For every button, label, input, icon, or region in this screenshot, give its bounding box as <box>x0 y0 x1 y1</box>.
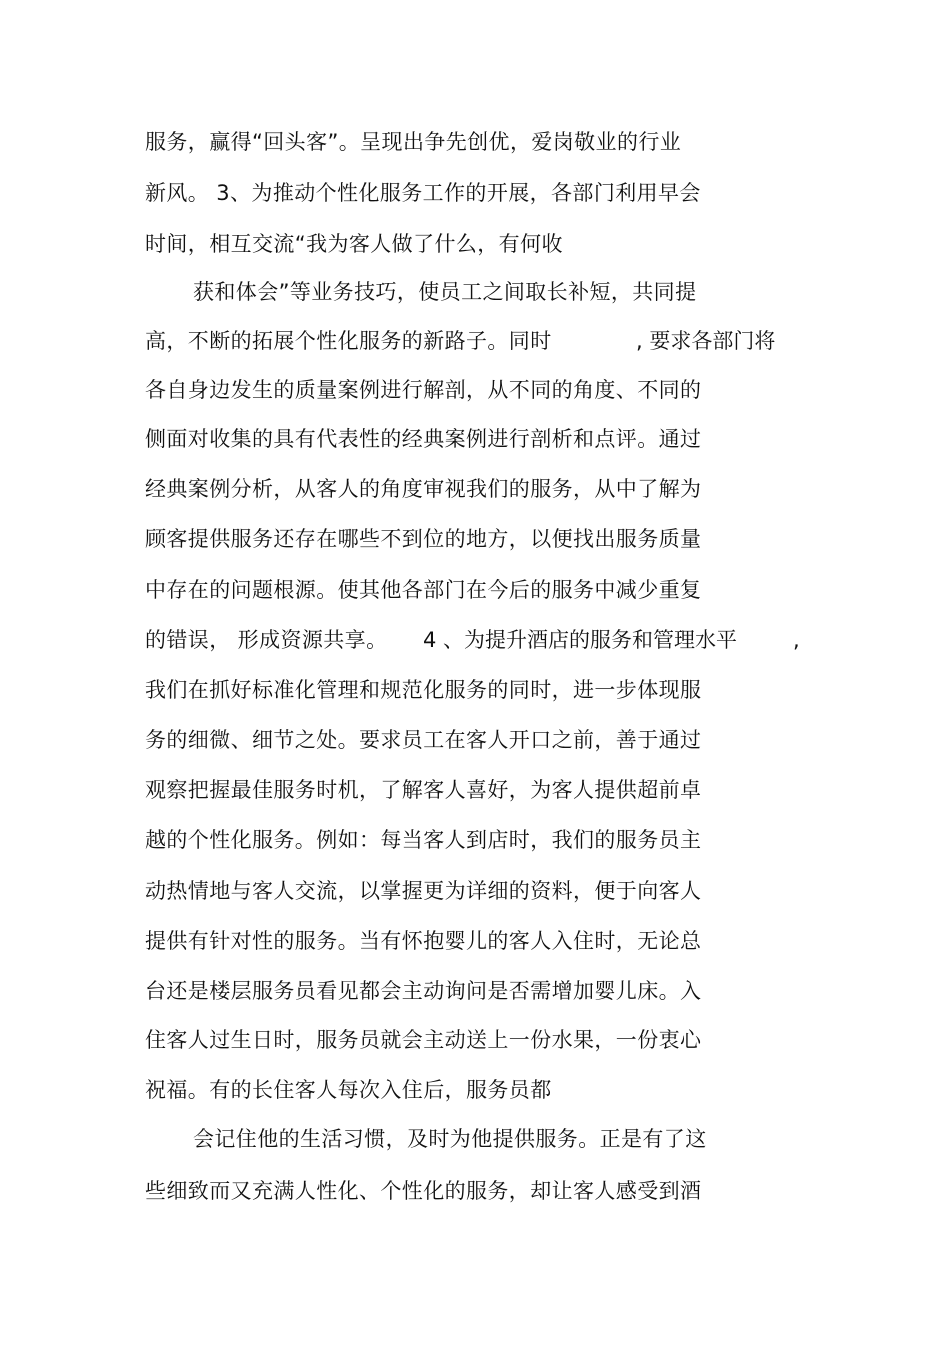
text-line-14: 观察把握最佳服务时机，了解客人喜好，为客人提供超前卓 <box>145 778 702 802</box>
text-line-20: 祝福。有的长住客人每次入住后，服务员都 <box>145 1078 552 1102</box>
text-line-11-mid: 4 、为提升酒店的服务和管理水平 <box>423 628 738 652</box>
text-line-22: 些细致而又充满人性化、个性化的服务，却让客人感受到酒 <box>145 1179 702 1203</box>
text-line-17: 提供有针对性的服务。当有怀抱婴儿的客人入住时，无论总 <box>145 929 702 953</box>
text-line-15: 越的个性化服务。例如：每当客人到店时，我们的服务员主 <box>145 828 702 852</box>
text-line-6: 各自身边发生的质量案例进行解剖，从不同的角度、不同的 <box>145 378 702 402</box>
text-line-3: 时间，相互交流“我为客人做了什么，有何收 <box>145 232 563 256</box>
text-line-10: 中存在的问题根源。使其他各部门在今后的服务中减少重复 <box>145 578 702 602</box>
text-line-8: 经典案例分析，从客人的角度审视我们的服务，从中了解为 <box>145 477 702 501</box>
text-line-1: 服务，赢得“回头客”。呈现出争先创优，爱岗敬业的行业 <box>145 130 682 154</box>
text-line-5-tail: , 要求各部门将 <box>636 329 776 353</box>
text-line-11-tail: , <box>793 628 800 652</box>
text-line-2: 新风。 3、为推动个性化服务工作的开展，各部门利用早会 <box>145 181 701 205</box>
text-line-18: 台还是楼层服务员看见都会主动询问是否需增加婴儿床。入 <box>145 979 702 1003</box>
text-line-11: 的错误， 形成资源共享。 <box>145 628 388 652</box>
text-line-4: 获和体会”等业务技巧，使员工之间取长补短，共同提 <box>193 280 697 304</box>
text-line-16: 动热情地与客人交流，以掌握更为详细的资料，便于向客人 <box>145 879 702 903</box>
text-line-9: 顾客提供服务还存在哪些不到位的地方，以便找出服务质量 <box>145 527 702 551</box>
text-line-13: 务的细微、细节之处。要求员工在客人开口之前，善于通过 <box>145 728 702 752</box>
text-line-19: 住客人过生日时，服务员就会主动送上一份水果，一份衷心 <box>145 1028 702 1052</box>
text-line-5: 高，不断的拓展个性化服务的新路子。同时 <box>145 329 552 353</box>
text-line-21: 会记住他的生活习惯，及时为他提供服务。正是有了这 <box>193 1127 707 1151</box>
text-line-7: 侧面对收集的具有代表性的经典案例进行剖析和点评。通过 <box>145 427 702 451</box>
text-line-12: 我们在抓好标准化管理和规范化服务的同时，进一步体现服 <box>145 678 702 702</box>
